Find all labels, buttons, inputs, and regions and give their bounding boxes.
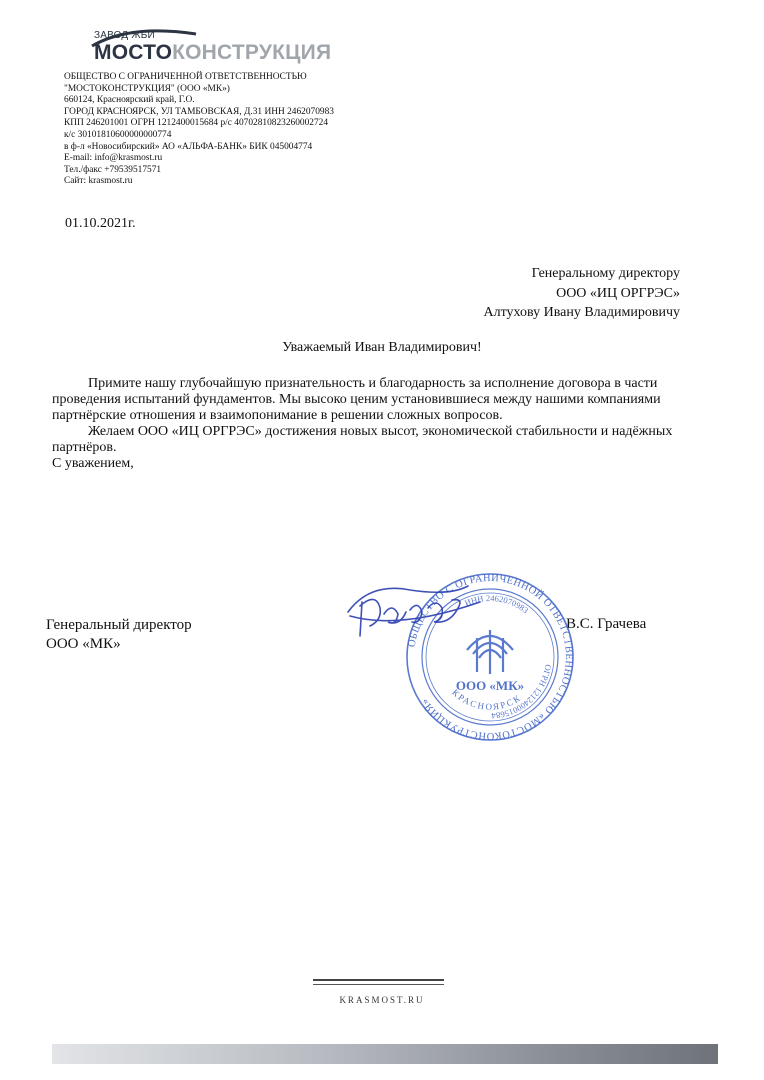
footer-rule — [313, 984, 444, 985]
footer-band — [52, 1044, 718, 1064]
requisite-line: ГОРОД КРАСНОЯРСК, УЛ ТАМБОВСКАЯ, Д.31 ИНН 2462070983 — [64, 106, 334, 117]
addressee-line: ООО «ИЦ ОРГРЭС» — [556, 285, 680, 301]
requisite-line: E-mail: info@krasmost.ru — [64, 153, 163, 164]
company-short: ООО «МК» — [46, 636, 121, 652]
body-paragraph: Желаем ООО «ИЦ ОРГРЭС» достижения новых высот, экономической стабильности и надёжных партнёров. — [52, 424, 673, 455]
body-paragraph: Примите нашу глубочайшую признательность и благодарность за исполнение договора в части проведения испытаний фундаментов. Мы высоко ценим установившиеся между нашими компаниями партнёрские отношения и взаимопонимание в решении сложных вопросов. — [52, 376, 661, 423]
logo-wordmark — [94, 41, 331, 65]
logo-word-dark: МОСТО — [94, 41, 173, 64]
requisite-line: в ф-л «Новосибирский» АО «АЛЬФА-БАНК» БИК 045004774 — [64, 141, 313, 152]
addressee-line: Генеральному директору — [531, 266, 680, 281]
requisite-line: Тел./факс +79539517571 — [64, 164, 162, 175]
requisite-line: КПП 246201001 ОГРН 1212400015684 р/с 40702810823260002724 — [64, 118, 329, 129]
logo-subtitle: ЗАВОД ЖБИ — [94, 30, 155, 41]
stamp-inn-text: ИНН 2462070983 — [463, 592, 531, 616]
stamp-ogrn-text: ОГРН 1212400015684 — [491, 663, 554, 722]
logo-word-light: КОНСТРУКЦИЯ — [172, 41, 332, 64]
footer-rule — [313, 979, 444, 981]
requisite-line: Сайт: krasmost.ru — [64, 176, 133, 187]
company-requisites — [64, 72, 404, 188]
letter-date: 01.10.2021г. — [65, 216, 136, 231]
addressee-line: Алтухову Ивану Владимировичу — [483, 305, 680, 320]
addressee-block — [483, 264, 680, 323]
salutation: Уважаемый Иван Владимирович! — [282, 340, 482, 355]
signatory-name: В.С. Грачева — [566, 616, 647, 632]
stamp-outer-text: ОБЩЕСТВО С ОГРАНИЧЕННОЙ ОТВЕТСТВЕННОСТЬЮ «МОСТОКОНСТРУКЦИЯ» — [406, 572, 575, 742]
stamp-city-text: КРАСНОЯРСК — [450, 687, 524, 712]
letter-body — [52, 376, 692, 472]
company-logo — [62, 20, 332, 70]
closing-line: С уважением, — [52, 456, 134, 471]
signatory-position — [46, 616, 192, 654]
requisite-line: ОБЩЕСТВО С ОГРАНИЧЕННОЙ ОТВЕТСТВЕННОСТЬЮ — [64, 72, 307, 82]
requisite-line: к/с 30101810600000000774 — [64, 129, 172, 140]
requisite-line: 660124, Красноярский край, Г.О. — [64, 95, 195, 106]
requisite-line: "МОСТОКОНСТРУКЦИЯ" (ООО «МК») — [64, 83, 230, 94]
position-line: Генеральный директор — [46, 617, 192, 633]
stamp-center-text: ООО «МК» — [455, 678, 525, 693]
footer-website: KRASMOST.RU — [339, 995, 425, 1005]
handwritten-signature — [340, 572, 490, 652]
